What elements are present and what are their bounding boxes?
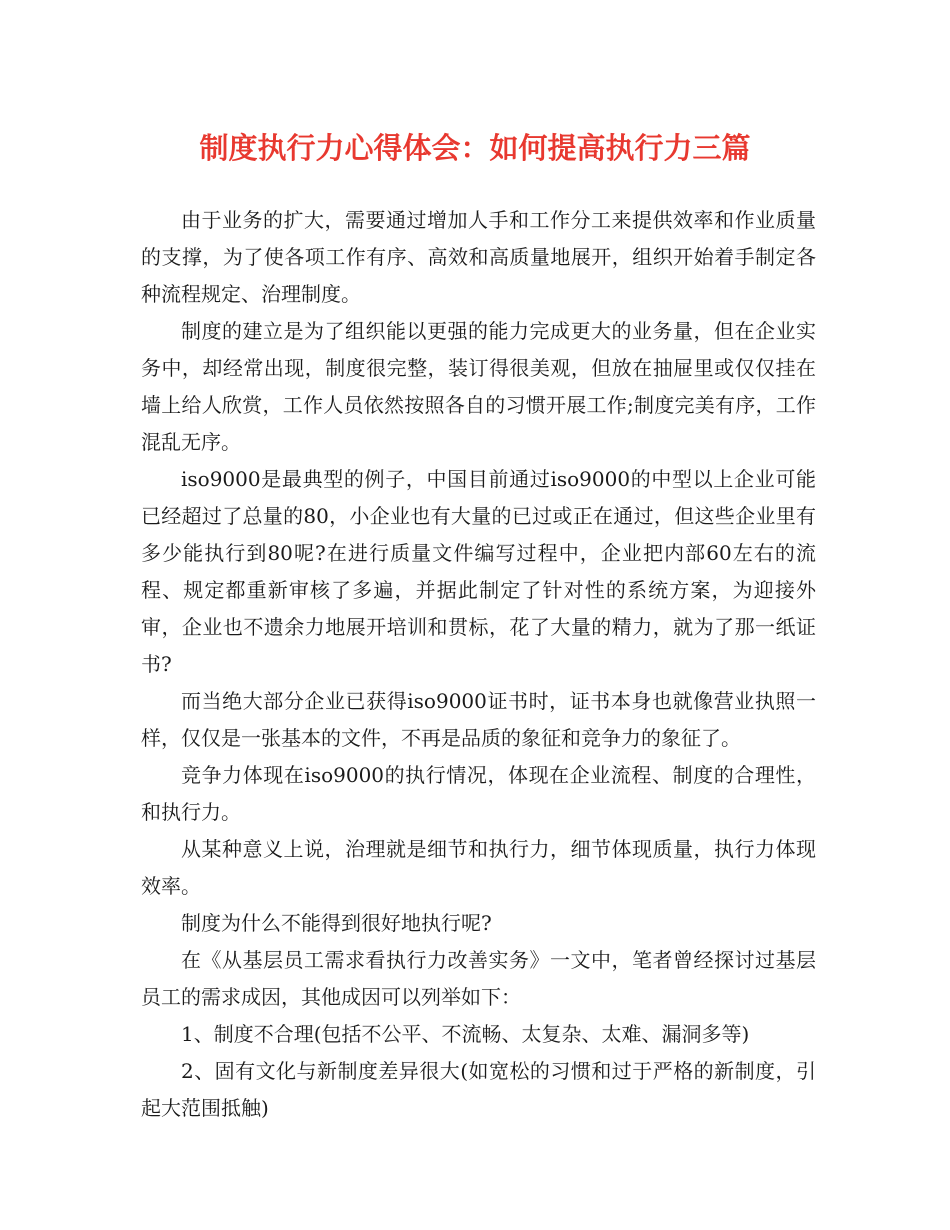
list-item: 1、制度不合理(包括不公平、不流畅、太复杂、太难、漏洞多等) (181, 1022, 750, 1046)
list-item: 2、固有文化与新制度差异很大(如宽松的习惯和过于严格的新制度，引起大范围抵触) (141, 1059, 816, 1120)
paragraph: 从某种意义上说，治理就是细节和执行力，细节体现质量，执行力体现效率。 (141, 837, 816, 898)
paragraph: 而当绝大部分企业已获得iso9000证书时，证书本身也就像营业执照一样，仅仅是一张基本的文件，不再是品质的象征和竞争力的象征了。 (141, 689, 816, 750)
paragraph: 由于业务的扩大，需要通过增加人手和工作分工来提供效率和作业质量的支撑，为了使各项工作有序、高效和高质量地展开，组织开始着手制定各种流程规定、治理制度。 (141, 208, 816, 306)
paragraph: 在《从基层员工需求看执行力改善实务》一文中，笔者曾经探讨过基层员工的需求成因，其他成因可以列举如下： (141, 948, 816, 1009)
paragraph: 制度为什么不能得到很好地执行呢? (181, 911, 492, 935)
paragraph: 竞争力体现在iso9000的执行情况，体现在企业流程、制度的合理性，和执行力。 (141, 763, 816, 824)
paragraph: 制度的建立是为了组织能以更强的能力完成更大的业务量，但在企业实务中，却经常出现，制度很完整，装订得很美观，但放在抽屉里或仅仅挂在墙上给人欣赏，工作人员依然按照各自的习惯开展工作;制度完美有序，工作混乱无序。 (141, 319, 816, 454)
paragraph: iso9000是最典型的例子，中国目前通过iso9000的中型以上企业可能已经超过了总量的80，小企业也有大量的已过或正在通过，但这些企业里有多少能执行到80呢?在进行质量文件编写过程中，企业把内部60左右的流程、规定都重新审核了多遍，并据此制定了针对性的系统方案，为迎接外审，企业也不遗余力地展开培训和贯标，花了大量的精力，就为了那一纸证书? (141, 467, 816, 676)
document-body (141, 202, 816, 1127)
document-title: 制度执行力心得体会：如何提高执行力三篇 (199, 131, 751, 165)
